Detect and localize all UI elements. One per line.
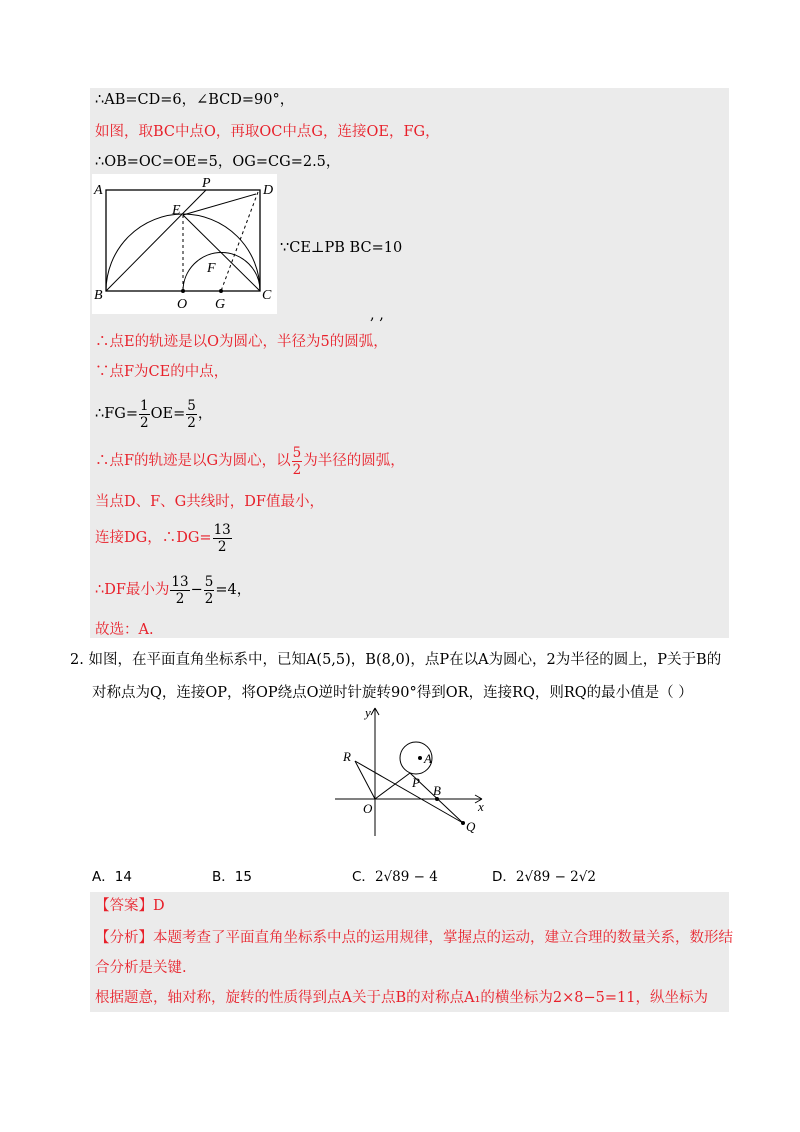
label-o2: O xyxy=(363,801,373,816)
label-f: F xyxy=(207,261,216,276)
solution-line-5: ∵点F为CE的中点， xyxy=(95,364,229,380)
label-q2: Q xyxy=(466,819,476,834)
label-y: y xyxy=(365,705,371,720)
solution-line-6: ∴FG= $\frac{1}{2}$ OE= $\frac{5}{2}$ ， xyxy=(95,397,213,431)
label-d: D xyxy=(263,183,274,198)
label-p: P xyxy=(202,176,211,191)
solution-choice: 故选：A. xyxy=(95,622,154,638)
label-p2: P xyxy=(412,775,420,790)
solution-line-3: ∴OB=OC=OE=5，OG=CG=2.5， xyxy=(95,154,341,170)
solution-line-4: ∴点E的轨迹是以O为圆心，半径为5的圆弧， xyxy=(95,334,388,350)
solution-line-1: ∴AB=CD=6，∠BCD=90°， xyxy=(95,92,295,108)
question-number: 2. xyxy=(70,652,84,668)
label-b: B xyxy=(94,288,103,303)
solution-line-10: ∴DF最小为 $\frac{13}{2}$ − $\frac{5}{2}$ =4， xyxy=(95,573,252,607)
analysis-line-1: 【分析】本题考查了平面直角坐标系中点的运用规律，掌握点的运动，建立合理的数量关系，数形结 xyxy=(95,930,733,946)
label-e: E xyxy=(172,203,181,218)
analysis-line-3: 根据题意，轴对称，旋转的性质得到点A关于点B的对称点A₁的横坐标为2×8−5=11，纵坐标为 xyxy=(95,990,708,1006)
solution-line-2: 如图，取BC中点O，再取OC中点G，连接OE，FG， xyxy=(95,124,440,140)
solution-line-8: 当点D、F、G共线时，DF值最小， xyxy=(95,494,324,510)
side-note: ∵CE⊥PB BC=10 xyxy=(280,240,403,256)
label-b2: B xyxy=(433,783,441,798)
option-d[interactable]: D．2√89 − 2√2 xyxy=(492,869,596,885)
analysis-line-2: 合分析是关键. xyxy=(95,960,187,976)
label-a2: A xyxy=(424,751,432,766)
label-a: A xyxy=(94,183,103,198)
option-b[interactable]: B．15 xyxy=(212,869,252,885)
solution-line-7: ∴点F的轨迹是以G为圆心，以 $\frac{5}{2}$ 为半径的圆弧， xyxy=(95,444,405,478)
stray-commas: , , xyxy=(370,307,384,323)
geometry-figure-1 xyxy=(92,174,277,314)
label-c: C xyxy=(262,288,272,303)
option-c[interactable]: C．2√89 − 4 xyxy=(352,869,438,885)
label-r: R xyxy=(343,749,351,764)
option-a[interactable]: A．14 xyxy=(92,869,132,885)
label-g: G xyxy=(215,297,226,312)
question-2-line-2: 对称点为Q，连接OP，将OP绕点O逆时针旋转90°得到OR，连接RQ，则RQ的最小值是（ ） xyxy=(92,685,693,701)
coordinate-figure-2 xyxy=(330,703,495,843)
label-o: O xyxy=(177,297,188,312)
solution-line-9: 连接DG，∴DG= $\frac{13}{2}$ xyxy=(95,521,231,555)
label-x: x xyxy=(478,799,484,814)
question-2-line-1: 2. 如图，在平面直角坐标系中，已知A(5,5)，B(8,0)，点P在以A为圆心，2为半径的圆上，P关于B的 xyxy=(70,652,722,668)
answer-line: 【答案】D xyxy=(95,898,165,914)
